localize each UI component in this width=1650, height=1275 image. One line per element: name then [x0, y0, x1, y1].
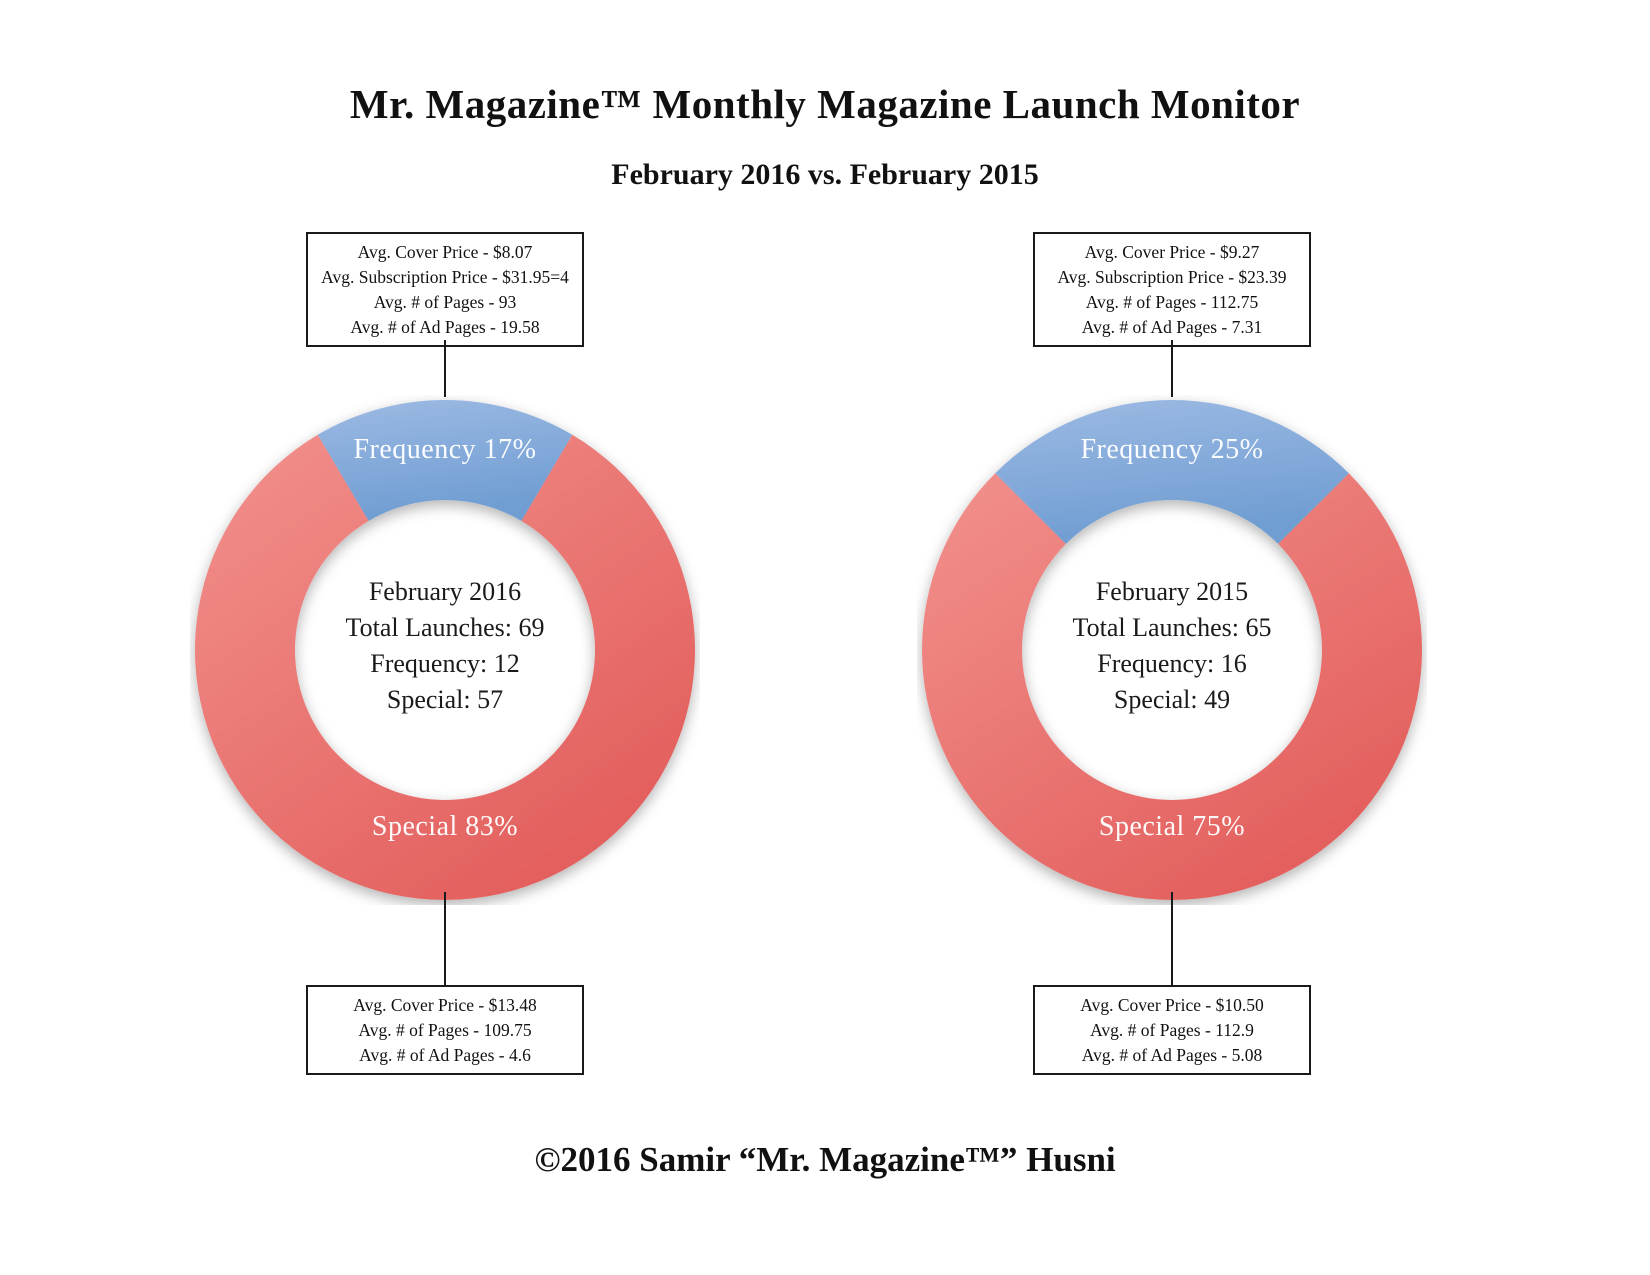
- frequency-slice-label: Frequency 25%: [1080, 434, 1264, 465]
- donut-chart-february-2015: [917, 395, 1427, 905]
- stat-line: Avg. # of Pages - 112.75: [1085, 292, 1259, 312]
- center-line-special: Special: 57: [386, 685, 504, 714]
- stat-line: Avg. # of Pages - 109.75: [358, 1020, 532, 1040]
- page-title: Mr. Magazine™ Monthly Magazine Launch Monitor: [349, 81, 1301, 127]
- special-slice-label: Special 83%: [371, 811, 519, 842]
- special-wedge: [922, 473, 1422, 900]
- connector-line-top: [1171, 340, 1173, 397]
- center-line-period: February 2015: [1095, 577, 1249, 606]
- connector-line-bottom: [1171, 892, 1173, 985]
- center-line-total: Total Launches: 65: [1072, 613, 1272, 642]
- center-line-special: Special: 49: [1113, 685, 1231, 714]
- special-slice-label: Special 75%: [1098, 811, 1246, 842]
- stat-line: Avg. # of Ad Pages - 7.31: [1081, 317, 1263, 337]
- special-wedge: [195, 435, 695, 900]
- chart-column-february-2016: [155, 230, 735, 1090]
- stat-line: Avg. # of Ad Pages - 4.6: [359, 1045, 531, 1065]
- stat-line: Avg. # of Ad Pages - 19.58: [350, 317, 540, 337]
- stat-line: Avg. Cover Price - $8.07: [357, 242, 533, 262]
- stat-line: Avg. Cover Price - $10.50: [1080, 995, 1264, 1015]
- stat-line: Avg. # of Pages - 93: [373, 292, 517, 312]
- frequency-wedge: [995, 400, 1349, 544]
- stat-line: Avg. Subscription Price - $23.39: [1057, 267, 1287, 287]
- center-line-frequency: Frequency: 16: [1097, 649, 1247, 678]
- stats-box-top-2016: [306, 232, 584, 347]
- frequency-slice-label: Frequency 17%: [353, 434, 537, 465]
- chart-column-february-2015: [882, 230, 1462, 1090]
- page-footer: ©2016 Samir “Mr. Magazine™” Husni: [534, 1140, 1116, 1179]
- stat-line: Avg. Cover Price - $9.27: [1084, 242, 1260, 262]
- page-subtitle: February 2016 vs. February 2015: [611, 158, 1039, 191]
- stats-box-bottom-2016: [306, 985, 584, 1075]
- stat-line: Avg. Subscription Price - $31.95=4: [321, 267, 569, 287]
- connector-line-top: [444, 340, 446, 397]
- center-line-period: February 2016: [368, 577, 522, 606]
- stats-box-bottom-2015: [1033, 985, 1311, 1075]
- donut-chart-february-2016: [190, 395, 700, 905]
- stat-line: Avg. # of Pages - 112.9: [1090, 1020, 1254, 1040]
- stat-line: Avg. # of Ad Pages - 5.08: [1081, 1045, 1263, 1065]
- connector-line-bottom: [444, 892, 446, 985]
- center-line-total: Total Launches: 69: [345, 613, 545, 642]
- stat-line: Avg. Cover Price - $13.48: [353, 995, 537, 1015]
- center-line-frequency: Frequency: 12: [370, 649, 520, 678]
- stats-box-top-2015: [1033, 232, 1311, 347]
